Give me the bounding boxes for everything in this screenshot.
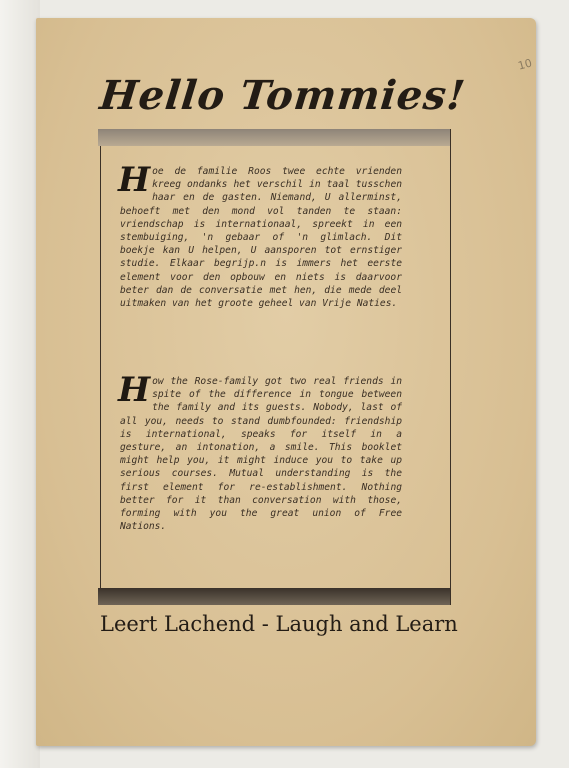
frame-bottom-bar xyxy=(98,588,450,605)
page-title: Hello Tommies! xyxy=(97,72,468,119)
english-drop-cap: H xyxy=(118,370,151,410)
dutch-drop-cap: H xyxy=(118,160,151,200)
english-paragraph xyxy=(118,370,402,533)
pencil-corner-mark: 10 xyxy=(516,56,534,73)
dutch-paragraph xyxy=(118,160,402,310)
background-left-page xyxy=(0,0,40,768)
footer-tagline: Leert Lachend - Laugh and Learn xyxy=(100,612,458,636)
dutch-paragraph-text: oe de familie Roos twee echte vrienden kreeg ondanks het verschil in taal tusschen haar en de gasten. Niemand, U allerminst, behoeft met den mond vol tanden te staan: vriendschap is internationaal, spreekt in een stembuiging, 'n gebaar of 'n glimlach. Dit boekje kan U helpen, U aansporen tot ernstiger studie. Elkaar begrijp.n is immers het eerste element voor den opbouw en niets is daarvoor beter dan de conversatie met hen, die mede deel uitmaken van het groote geheel van Vrije Naties. xyxy=(120,166,402,310)
english-paragraph-text: ow the Rose-family got two real friends in spite of the difference in tongue between the family and its guests. Nobody, last of all you, needs to stand dumbfounded: friendship is international, speaks for itself in a gesture, an intonation, a smile. This booklet might help you, it might induce you to take up serious courses. Mutual understanding is the first element for re-establishment. Nothing better for it than conversation with those, forming with you the great union of Free Nations. xyxy=(120,376,402,533)
frame-top-bar xyxy=(98,129,450,146)
